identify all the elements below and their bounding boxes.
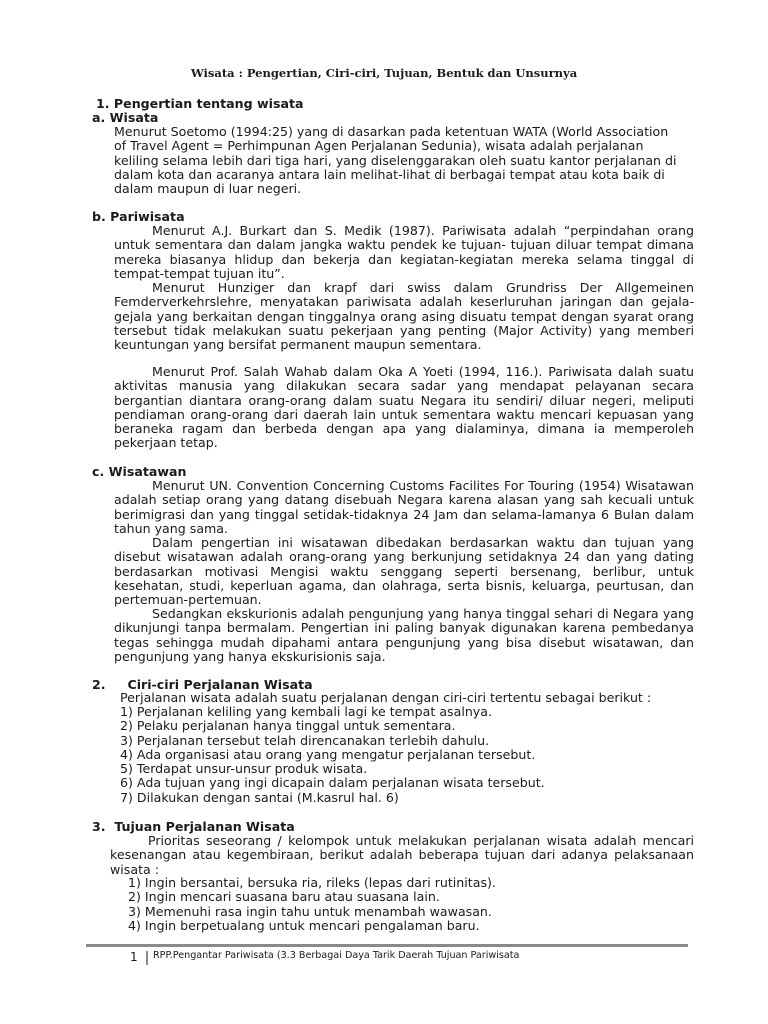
list-item: 6) Ada tujuan yang ingi dicapain dalam perjalanan wisata tersebut. <box>120 775 545 791</box>
section-1a-text: Menurut Soetomo (1994:25) yang di dasarkan pada ketentuan WATA (World Association of Travel Agent = Perhimpunan Agen Perjalanan Sedunia), wisata adalah perjalanan keliling selama lebih dari tiga hari, yang diselenggarakan oleh suatu kantor perjalanan di dalam kota dan acaranya antara lain melihat-lihat di berbagai tempat atau kota baik di dalam maupun di luar negeri. <box>114 124 677 197</box>
page-number: 1 <box>130 950 138 964</box>
section-1b-paragraph-1: Menurut A.J. Burkart dan S. Medik (1987). Pariwisata adalah “perpindahan orang untuk sementara dan dalam jangka waktu pendek ke tujuan- tujuan diluar tempat dimana mereka biasanya hlidup dan bekerja dan kegiatan-kegiatan mereka selama tinggal di tempat-tempat tujuan itu”. <box>114 223 694 281</box>
list-item: 5) Terdapat unsur-unsur produk wisata. <box>120 761 368 777</box>
footer-divider <box>86 944 688 947</box>
list-item: 4) Ada organisasi atau orang yang mengatur perjalanan tersebut. <box>120 746 536 762</box>
section-2-list <box>120 705 545 805</box>
section-2-heading: 2. Ciri-ciri Perjalanan Wisata <box>92 677 313 692</box>
list-item: 1) Perjalanan keliling yang kembali lagi ke tempat asalnya. <box>120 704 492 719</box>
section-3-list <box>128 876 496 933</box>
section-1a-heading: a. Wisata <box>92 110 159 125</box>
section-1b-heading: b. Pariwisata <box>92 209 185 224</box>
page-title: Wisata : Pengertian, Ciri-ciri, Tujuan, Bentuk dan Unsurnya <box>190 66 578 80</box>
section-1b-paragraph-3: Menurut Prof. Salah Wahab dalam Oka A Yoeti (1994, 116.). Pariwisata dalah suatu aktivitas manusia yang dilakukan secara sadar yang mendapat pelayanan secara bergantian diantara orang-orang dalam suatu Negara itu sendiri/ diluar negeri, meliputi pendiaman orang-orang dari daerah lain untuk sementara waktu mencari kepuasan yang beraneka ragam dan berbeda dengan apa yang dialaminya, dimana ia memperoleh pekerjaan tetap. <box>114 364 694 451</box>
list-item: 7) Dilakukan dengan santai (M.kasrul hal. 6) <box>120 789 399 805</box>
footer-text: RPP.Pengantar Pariwisata (3.3 Berbagai Daya Tarik Daerah Tujuan Pariwisata <box>153 950 520 961</box>
section-1b-paragraph-2: Menurut Hunziger dan krapf dari swiss dalam Grundriss Der Allgemeinen Femderverkehrslehre, menyatakan pariwisata adalah keserluruhan jaringan dan gejala-gejala yang berkaitan dengan tinggalnya orang asing disuatu tempat dengan syarat orang tersebut tidak melakukan suatu pekerjaan yang penting (Major Activity) yang memberi keuntungan yang bersifat permanent maupun sementara. <box>114 280 694 353</box>
list-item: 1) Ingin bersantai, bersuka ria, rileks (lepas dari rutinitas). <box>128 875 496 890</box>
section-1-heading: 1. Pengertian tentang wisata <box>96 96 304 111</box>
section-2-intro: Perjalanan wisata adalah suatu perjalanan dengan ciri-ciri tertentu sebagai berikut : <box>120 690 652 705</box>
section-1c-heading: c. Wisatawan <box>92 464 187 479</box>
section-3-heading: 3. Tujuan Perjalanan Wisata <box>92 819 295 834</box>
section-1c-paragraph-3: Sedangkan ekskurionis adalah pengunjung yang hanya tinggal sehari di Negara yang dikunjungi tanpa bermalam. Pengertian ini paling banyak digunakan karena pembedanya tegas sehingga mudah dipahami antara pengunjung yang bisa disebut wisatawan, dan pengunjung yang hanya ekskurisionis saja. <box>114 606 694 664</box>
list-item: 4) Ingin berpetualang untuk mencari pengalaman baru. <box>128 917 480 933</box>
footer-separator <box>146 951 148 965</box>
list-item: 2) Pelaku perjalanan hanya tinggal untuk sementara. <box>120 718 456 734</box>
list-item: 2) Ingin mencari suasana baru atau suasana lain. <box>128 889 440 905</box>
list-item: 3) Memenuhi rasa ingin tahu untuk menambah wawasan. <box>128 903 492 919</box>
section-3-intro: Prioritas seseorang / kelompok untuk melakukan perjalanan wisata adalah mencari kesenangan atau kegembiraan, berikut adalah beberapa tujuan dari adanya pelaksanaan wisata : <box>110 833 694 877</box>
section-1c-paragraph-1: Menurut UN. Convention Concerning Customs Facilites For Touring (1954) Wisatawan adalah setiap orang yang datang disebuah Negara karena alasan yang sah kecuali untuk berimigrasi dan yang tinggal setidak-tidaknya 24 Jam dan selama-lamanya 6 Bulan dalam tahun yang sama. <box>114 478 694 536</box>
list-item: 3) Perjalanan tersebut telah direncanakan terlebih dahulu. <box>120 732 490 748</box>
section-1c-paragraph-2: Dalam pengertian ini wisatawan dibedakan berdasarkan waktu dan tujuan yang disebut wisatawan adalah orang-orang yang berkunjung setidaknya 24 dan yang dating berdasarkan motivasi Mengisi waktu senggang seperti bersenang, berlibur, untuk kesehatan, studi, keperluan agama, dan olahraga, serta bisnis, keluarga, peurtusan, dan pertemuan-pertemuan. <box>114 535 694 608</box>
